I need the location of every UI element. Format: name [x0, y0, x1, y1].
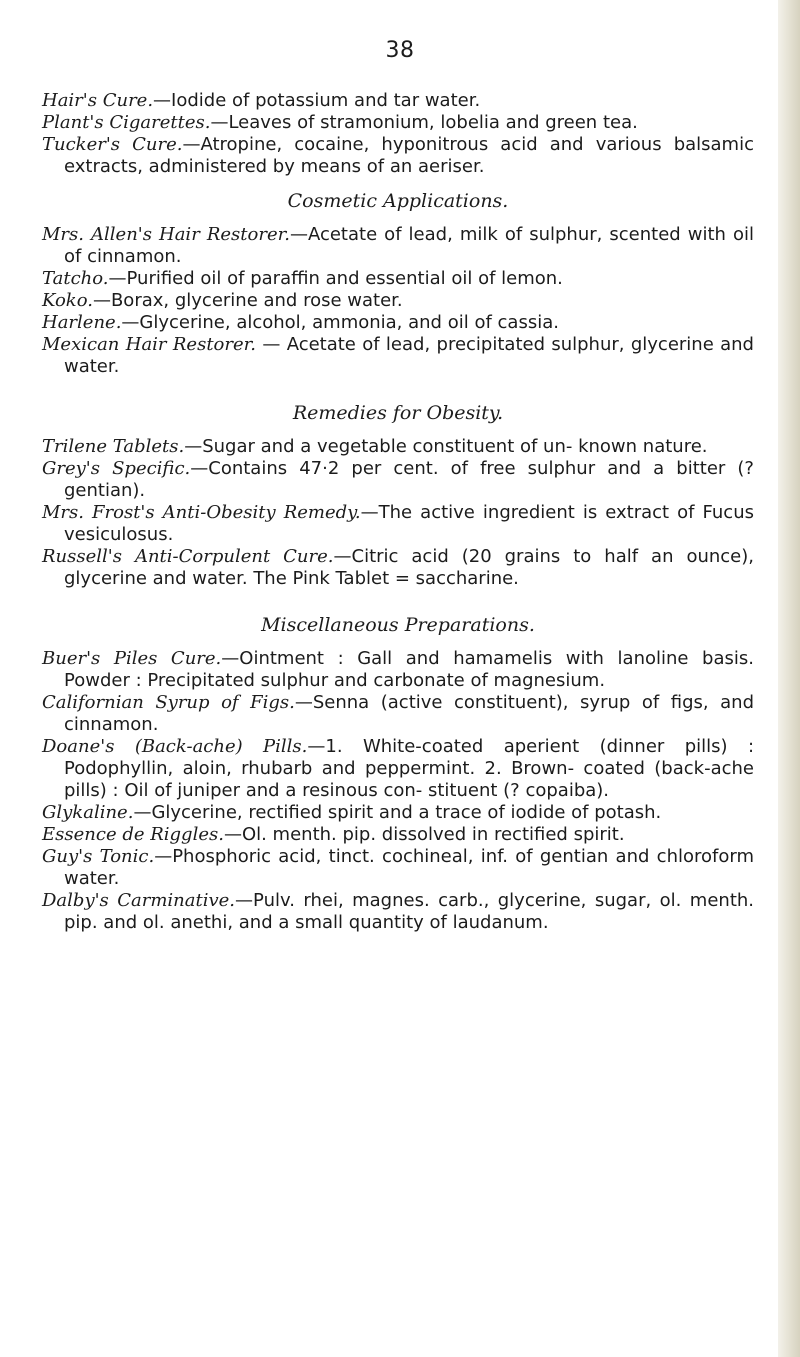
remedy-description: — Acetate of lead, precipitated sulphur, glycerine and water. — [64, 334, 754, 377]
list-item — [42, 334, 754, 378]
remedy-name: Guy's Tonic. — [42, 846, 155, 867]
section-heading: Cosmetic Applications. — [287, 190, 509, 212]
remedy-name: Plant's Cigarettes. — [42, 112, 211, 133]
remedy-name: Harlene. — [42, 312, 122, 333]
list-item — [42, 736, 754, 802]
list-item — [42, 112, 754, 134]
section-heading: Miscellaneous Preparations. — [261, 614, 535, 636]
remedy-description: —Purified oil of paraffin and essential oil of lemon. — [108, 268, 563, 289]
list-item — [42, 846, 754, 890]
remedy-description: —Borax, glycerine and rose water. — [92, 290, 403, 311]
remedy-description: —Senna (active constituent), syrup of figs, and cinnamon. — [64, 692, 755, 735]
remedy-description: —Ointment : Gall and hamamelis with lanoline basis. Powder : Precipitated sulphur and carbonate of magnesium. — [64, 648, 754, 691]
list-item — [42, 90, 754, 112]
page-content — [42, 90, 754, 934]
remedy-name: Californian Syrup of Figs. — [42, 692, 295, 713]
remedy-description: —Pulv. rhei, magnes. carb., glycerine, sugar, ol. menth. pip. and ol. anethi, and a small quantity of laudanum. — [64, 890, 754, 933]
remedy-description: —Iodide of potassium and tar water. — [153, 90, 481, 111]
remedy-description: —Glycerine, rectified spirit and a trace of iodide of potash. — [133, 802, 662, 823]
remedy-name: Doane's (Back-ache) Pills. — [42, 736, 308, 757]
remedy-description: —Ol. menth. pip. dissolved in rectified spirit. — [223, 824, 625, 845]
list-item — [42, 802, 754, 824]
remedy-name: Tatcho. — [42, 268, 109, 289]
list-item — [42, 648, 754, 692]
remedy-name: Hair's Cure. — [42, 90, 154, 111]
remedy-description: —Atropine, cocaine, hyponitrous acid and various balsamic extracts, administered by means of an aeriser. — [64, 134, 754, 177]
remedy-description: —Leaves of stramonium, lobelia and green tea. — [210, 112, 638, 133]
remedy-description: —Contains 47·2 per cent. of free sulphur and a bitter (? gentian). — [64, 458, 754, 501]
remedy-description: —Acetate of lead, milk of sulphur, scented with oil of cinnamon. — [64, 224, 754, 267]
list-item — [42, 502, 754, 546]
remedy-name: Grey's Specific. — [42, 458, 191, 479]
remedy-name: Tucker's Cure. — [42, 134, 183, 155]
remedy-name: Mexican Hair Restorer. — [42, 334, 256, 355]
list-item — [42, 224, 754, 268]
list-item — [42, 436, 754, 458]
list-item — [42, 312, 754, 334]
remedy-name: Mrs. Allen's Hair Restorer. — [42, 224, 290, 245]
page-edge — [778, 0, 800, 1357]
remedy-name: Mrs. Frost's Anti-Obesity Remedy. — [42, 502, 361, 523]
remedy-description: —The active ingredient is extract of Fucus vesiculosus. — [64, 502, 754, 545]
remedy-name: Buer's Piles Cure. — [42, 648, 222, 669]
remedy-description: —Glycerine, alcohol, ammonia, and oil of cassia. — [121, 312, 559, 333]
remedy-description: —Phosphoric acid, tinct. cochineal, inf. of gentian and chloroform water. — [64, 846, 754, 889]
list-item — [42, 134, 754, 178]
list-item — [42, 692, 754, 736]
remedy-description: —Citric acid (20 grains to half an ounce), glycerine and water. The Pink Tablet = saccharine. — [64, 546, 754, 589]
list-item — [42, 268, 754, 290]
page-number: 38 — [385, 38, 415, 63]
remedy-name: Glykaline. — [42, 802, 134, 823]
remedy-name: Dalby's Carminative. — [42, 890, 236, 911]
list-item — [42, 290, 754, 312]
remedy-description: —Sugar and a vegetable constituent of un- known nature. — [184, 436, 708, 457]
list-item — [42, 458, 754, 502]
remedy-description: —1. White-coated aperient (dinner pills) : Podophyllin, aloin, rhubarb and peppermint. 2. Brown- coated (back-ache pills) : Oil of juniper and a resinous con- stituent (? copaiba). — [64, 736, 755, 801]
remedy-name: Trilene Tablets. — [42, 436, 185, 457]
list-item — [42, 546, 754, 590]
remedy-name: Koko. — [42, 290, 93, 311]
list-item — [42, 824, 754, 846]
list-item — [42, 890, 754, 934]
remedy-name: Essence de Riggles. — [42, 824, 224, 845]
section-heading: Remedies for Obesity. — [292, 402, 504, 424]
remedy-name: Russell's Anti-Corpulent Cure. — [42, 546, 334, 567]
